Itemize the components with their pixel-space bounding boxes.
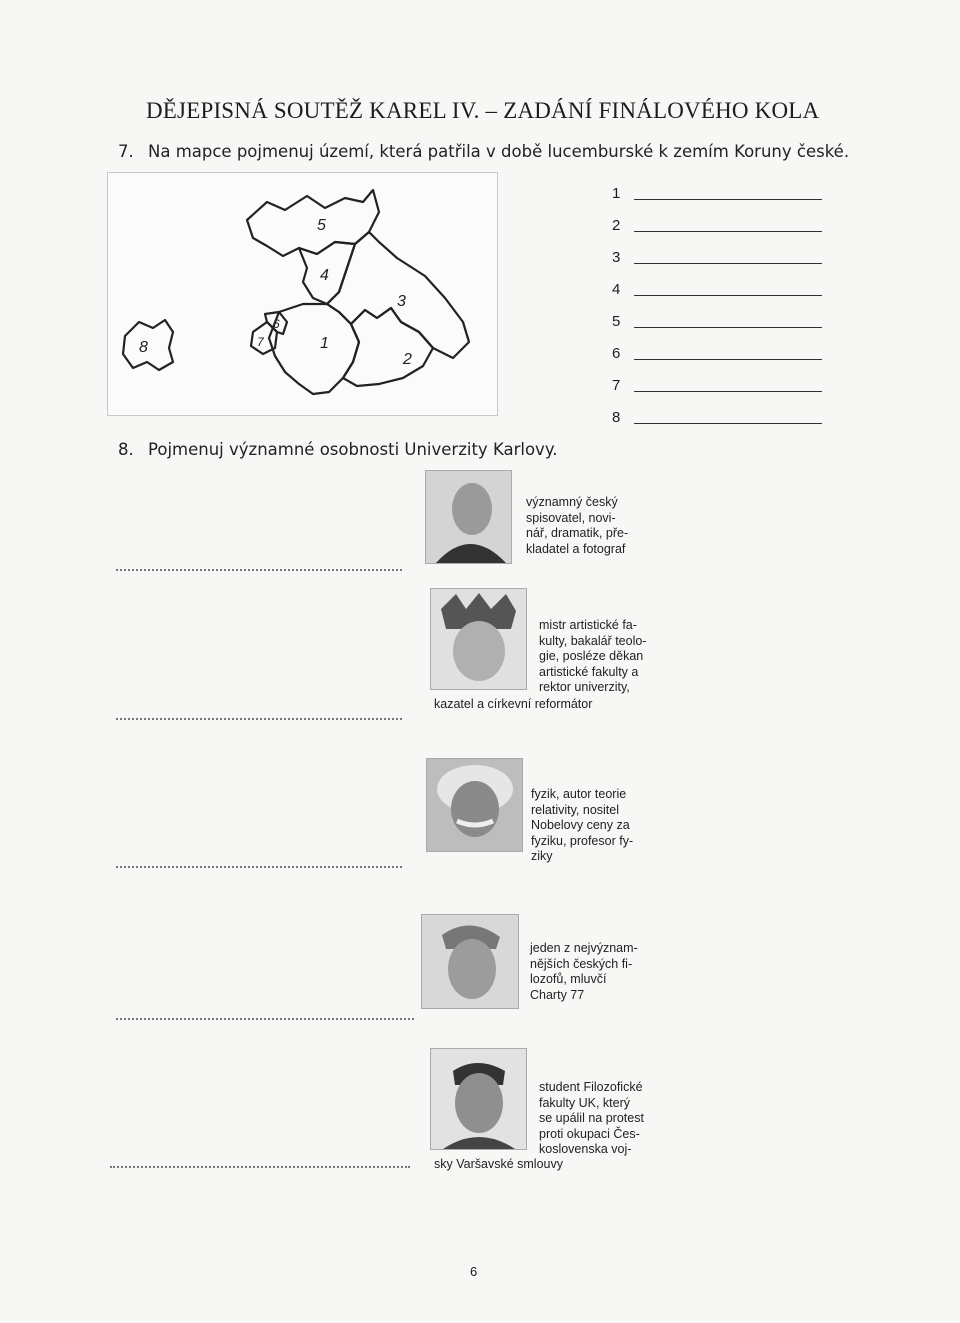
territory-map	[107, 172, 498, 416]
answer-underline	[634, 359, 822, 360]
map-label-4: 4	[320, 267, 329, 284]
answer-underline	[634, 199, 822, 200]
map-label-5: 5	[317, 217, 326, 234]
task-8-text: Pojmenuj významné osobnosti Univerzity Karlovy.	[148, 440, 558, 459]
answer-line[interactable]	[612, 268, 822, 300]
person-5-description-tail: sky Varšavské smlouvy	[434, 1157, 563, 1171]
answer-underline	[634, 327, 822, 328]
person-2-description: mistr artistické fa- kulty, bakalář teolo- gie, posléze děkan artistické fakulty a rektor univerzity,	[539, 618, 647, 694]
answer-underline	[634, 391, 822, 392]
person-4-description: jeden z nejvýznam- nějších českých fi- lozofů, mluvčí Charty 77	[530, 941, 638, 1002]
map-label-6: 6	[273, 317, 280, 331]
person-3-description: fyzik, autor teorie relativity, nositel Nobelovy ceny za fyziku, profesor fy- ziky	[531, 787, 634, 863]
person-5-description: student Filozofické fakulty UK, který se upálil na protest proti okupaci Čes- koslovenska voj-	[539, 1080, 644, 1156]
answer-underline	[634, 295, 822, 296]
map-drawing	[107, 172, 498, 416]
answer-number: 5	[612, 313, 621, 330]
answer-line[interactable]	[612, 300, 822, 332]
answer-line[interactable]	[612, 396, 822, 428]
task-7-heading	[118, 142, 849, 161]
portrait-photo	[426, 758, 523, 852]
page-number: 6	[470, 1264, 478, 1279]
region-2-outline	[343, 308, 433, 386]
answer-underline	[634, 423, 822, 424]
answer-number: 1	[612, 185, 621, 202]
answer-number: 8	[612, 409, 621, 426]
page-title: DĚJEPISNÁ SOUTĚŽ KAREL IV. – ZADÁNÍ FINÁLOVÉHO KOLA	[146, 98, 820, 123]
answer-number: 7	[612, 377, 621, 394]
answer-number: 2	[612, 217, 621, 234]
answer-number: 4	[612, 281, 621, 298]
map-label-1: 1	[320, 335, 329, 352]
region-5-outline	[247, 190, 379, 256]
task-8-heading	[118, 440, 557, 459]
person-1-description: významný český spisovatel, novi- nář, dramatik, pře- kladatel a fotograf	[526, 495, 629, 556]
answer-line[interactable]	[612, 204, 822, 236]
name-answer-line[interactable]	[116, 563, 402, 571]
answer-number: 3	[612, 249, 621, 266]
person-2-description-tail: kazatel a církevní reformátor	[434, 697, 593, 711]
name-answer-line[interactable]	[116, 1012, 414, 1020]
answer-underline	[634, 231, 822, 232]
answer-line[interactable]	[612, 172, 822, 204]
region-8-outline	[123, 320, 173, 370]
portrait-photo	[425, 470, 512, 564]
map-label-3: 3	[397, 293, 406, 310]
map-label-8: 8	[139, 339, 148, 356]
task-7-text: Na mapce pojmenuj území, která patřila v době lucemburské k zemím Koruny české.	[148, 142, 850, 161]
answer-number: 6	[612, 345, 621, 362]
portrait-photo	[430, 1048, 527, 1150]
task-7-number: 7.	[118, 142, 134, 161]
answer-lines	[612, 172, 822, 428]
portrait-photo	[430, 588, 527, 690]
name-answer-line[interactable]	[110, 1160, 410, 1168]
portrait-photo	[421, 914, 519, 1009]
answer-line[interactable]	[612, 332, 822, 364]
answer-line[interactable]	[612, 364, 822, 396]
name-answer-line[interactable]	[116, 860, 402, 868]
answer-line[interactable]	[612, 236, 822, 268]
task-8-number: 8.	[118, 440, 134, 459]
answer-underline	[634, 263, 822, 264]
map-label-2: 2	[403, 351, 412, 368]
name-answer-line[interactable]	[116, 712, 402, 720]
map-label-7: 7	[257, 335, 264, 349]
